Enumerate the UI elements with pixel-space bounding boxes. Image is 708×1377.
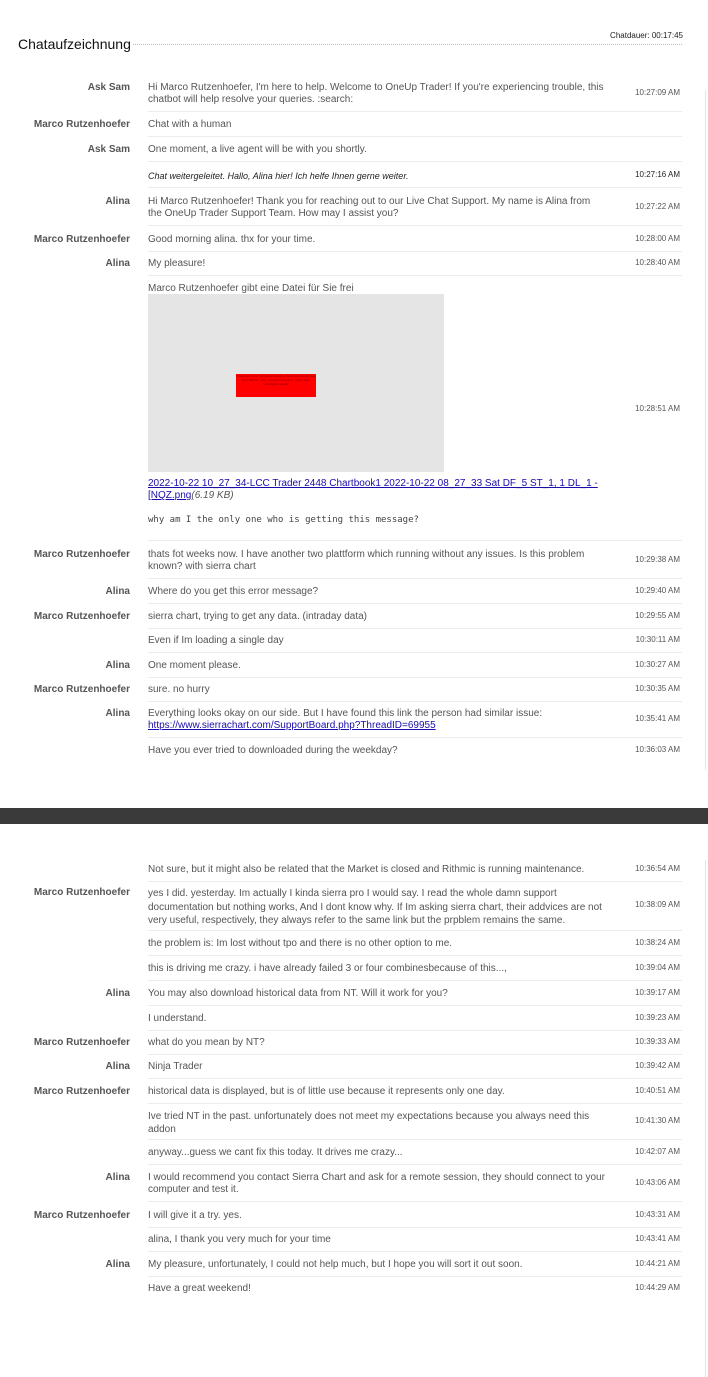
message-text: Where do you get this error message? xyxy=(148,586,319,597)
row-separator xyxy=(148,187,682,188)
title-dotted-rule xyxy=(133,44,682,45)
sender-name: Alina xyxy=(105,988,130,999)
file-caption: why am I the only one who is getting this message? xyxy=(148,515,419,525)
sender-name: Alina xyxy=(105,1172,130,1183)
row-separator xyxy=(148,1251,682,1252)
page-title: Chataufzeichnung xyxy=(18,36,131,52)
message-time: 10:27:09 AM xyxy=(635,88,680,97)
row-separator xyxy=(148,1276,682,1277)
row-separator xyxy=(148,955,682,956)
message-time: 10:30:27 AM xyxy=(635,660,680,669)
sender-name: Marco Rutzenhoefer xyxy=(33,1210,130,1221)
message-text xyxy=(148,708,606,732)
row-separator xyxy=(148,225,682,226)
row-separator xyxy=(148,980,682,981)
message-text: Ive tried NT in the past. unfortunately does not meet my expectations because you always need this addon xyxy=(148,1111,590,1135)
sender-name: Marco Rutzenhoefer xyxy=(33,119,130,130)
sender-name: Marco Rutzenhoefer xyxy=(33,234,130,245)
row-separator xyxy=(148,1164,682,1165)
message-time: 10:39:04 AM xyxy=(635,963,680,972)
file-size: (6.19 KB) xyxy=(191,490,234,501)
message-time: 10:29:38 AM xyxy=(635,555,680,564)
message-text: sure. no hurry xyxy=(148,684,210,695)
message-time: 10:36:54 AM xyxy=(635,864,680,873)
sender-name: Marco Rutzenhoefer xyxy=(33,611,130,622)
sender-name: Alina xyxy=(105,660,130,671)
file-share-text: Marco Rutzenhoefer gibt eine Datei für Sie frei xyxy=(148,283,354,294)
message-text: Even if Im loading a single day xyxy=(148,635,284,646)
message-time: 10:39:33 AM xyxy=(635,1037,680,1046)
message-time: 10:41:30 AM xyxy=(635,1116,680,1125)
shared-image-preview[interactable] xyxy=(148,294,444,472)
message-time: 10:43:06 AM xyxy=(635,1178,680,1187)
sender-name: Ask Sam xyxy=(87,144,130,155)
message-text: yes I did. yesterday. Im actually I kinda sierra pro I would say. I read the whole damn support documentation but nothing works, And I dont know why. If Im asking sierra chart, their addvices are not very useful, respectively, they always refer to the same link but the prpblem remains the same. xyxy=(148,888,602,926)
sender-name: Alina xyxy=(105,196,130,207)
row-separator xyxy=(148,1005,682,1006)
message-text: You may also download historical data from NT. Will it work for you? xyxy=(148,988,448,999)
row-separator xyxy=(148,251,682,252)
sender-name: Marco Rutzenhoefer xyxy=(33,549,130,560)
row-separator xyxy=(148,578,682,579)
message-time: 10:36:03 AM xyxy=(635,745,680,754)
message-text: anyway...guess we cant fix this today. It drives me crazy... xyxy=(148,1147,403,1158)
message-text: sierra chart, trying to get any data. (intraday data) xyxy=(148,611,367,622)
message-time: 10:39:17 AM xyxy=(635,988,680,997)
file-link-block xyxy=(148,478,606,502)
message-text: the problem is: Im lost without tpo and there is no other option to me. xyxy=(148,938,453,949)
message-time: 10:44:29 AM xyxy=(635,1283,680,1292)
page-edge-line xyxy=(705,860,706,1377)
message-text: alina, I thank you very much for your time xyxy=(148,1234,331,1245)
row-separator xyxy=(148,677,682,678)
message-text: I would recommend you contact Sierra Chart and ask for a remote session, they should connect to your computer and test it. xyxy=(148,1172,605,1195)
message-time: 10:42:07 AM xyxy=(635,1147,680,1156)
row-separator xyxy=(148,1103,682,1104)
sender-name: Marco Rutzenhoefer xyxy=(33,684,130,695)
message-text: Hi Marco Rutzenhoefer! Thank you for reaching out to our Live Chat Support. My name is Alina from the OneUp Trader Support Team. How may I assist you? xyxy=(148,196,591,219)
row-separator xyxy=(148,1201,682,1202)
chat-duration: Chatdauer: 00:17:45 xyxy=(610,31,683,40)
row-separator xyxy=(148,737,682,738)
message-time: 10:30:35 AM xyxy=(635,684,680,693)
row-separator xyxy=(148,1227,682,1228)
sender-name: Marco Rutzenhoefer xyxy=(33,1037,130,1048)
row-separator xyxy=(148,540,682,541)
message-text: thats fot weeks now. I have another two plattform which running without any issues. Is this problem known? with sierra chart xyxy=(148,549,585,572)
sender-name: Marco Rutzenhoefer xyxy=(33,1086,130,1097)
message-text: Chat weitergeleitet. Hallo, Alina hier! Ich helfe Ihnen gerne weiter. xyxy=(148,171,409,181)
message-text: Hi Marco Rutzenhoefer, I'm here to help. Welcome to OneUp Trader! If you're experiencing trouble, this chatbot will help resolve your queries. :search: xyxy=(148,82,604,105)
row-separator xyxy=(148,161,682,162)
message-text: One moment please. xyxy=(148,660,241,671)
sender-name: Ask Sam xyxy=(87,82,130,93)
message-text: Ninja Trader xyxy=(148,1061,203,1072)
message-time: 10:39:23 AM xyxy=(635,1013,680,1022)
row-separator xyxy=(148,275,682,276)
row-separator xyxy=(148,111,682,112)
sender-name: Marco Rutzenhoefer xyxy=(33,887,130,898)
message-text: Have a great weekend! xyxy=(148,1283,251,1294)
file-download-link[interactable]: 2022-10-22 10_27_34-LCC Trader 2448 Chartbook1 2022-10-22 08_27_33 Sat DF_5 ST_1, 1 DL_1 - [NQZ.png xyxy=(148,478,598,501)
transcript-page-2 xyxy=(0,824,708,1377)
message-text: I will give it a try. yes. xyxy=(148,1210,242,1221)
message-time: 10:28:40 AM xyxy=(635,258,680,267)
message-text: I understand. xyxy=(148,1013,207,1024)
support-board-link[interactable]: https://www.sierrachart.com/SupportBoard.php?ThreadID=69955 xyxy=(148,720,436,731)
row-separator xyxy=(148,1139,682,1140)
page-edge-line xyxy=(705,90,706,770)
message-time: 10:29:55 AM xyxy=(635,611,680,620)
message-time: 10:35:41 AM xyxy=(635,714,680,723)
message-time: 10:29:40 AM xyxy=(635,586,680,595)
sender-name: Alina xyxy=(105,1061,130,1072)
sender-name: Alina xyxy=(105,258,130,269)
page-break-bar xyxy=(0,808,708,824)
message-text: My pleasure, unfortunately, I could not help much, but I hope you will sort it out soon. xyxy=(148,1259,523,1270)
message-time: 10:27:22 AM xyxy=(635,202,680,211)
row-separator xyxy=(148,603,682,604)
message-time: 10:39:42 AM xyxy=(635,1061,680,1070)
row-separator xyxy=(148,652,682,653)
message-time: 10:27:16 AM xyxy=(635,170,680,179)
message-text: Chat with a human xyxy=(148,119,232,130)
message-time: 10:30:11 AM xyxy=(635,635,680,644)
message-time: 10:40:51 AM xyxy=(635,1086,680,1095)
message-time: 10:38:09 AM xyxy=(635,900,680,909)
message-time: 10:28:00 AM xyxy=(635,234,680,243)
message-time: 10:38:24 AM xyxy=(635,938,680,947)
message-text: historical data is displayed, but is of little use because it represents only one day. xyxy=(148,1086,505,1097)
message-time: 10:43:31 AM xyxy=(635,1210,680,1219)
message-text: Not sure, but it might also be related that the Market is closed and Rithmic is running maintenance. xyxy=(148,864,585,875)
row-separator xyxy=(148,930,682,931)
message-text: One moment, a live agent will be with you shortly. xyxy=(148,144,367,155)
message-text: what do you mean by NT? xyxy=(148,1037,265,1048)
message-text: Have you ever tried to downloaded during the weekday? xyxy=(148,745,398,756)
row-separator xyxy=(148,1030,682,1031)
message-body: Everything looks okay on our side. But I have found this link the person had similar issue: xyxy=(148,708,543,719)
message-text: this is driving me crazy. i have already failed 3 or four combinesbecause of this..., xyxy=(148,963,507,974)
row-separator xyxy=(148,1054,682,1055)
sender-name: Alina xyxy=(105,1259,130,1270)
message-time: 10:43:41 AM xyxy=(635,1234,680,1243)
message-time: 10:44:21 AM xyxy=(635,1259,680,1268)
message-text: My pleasure! xyxy=(148,258,206,269)
error-dialog-image: Download Error - Error downloading historical intraday data from Rithmic - NQ - exceeds data limit - Tight check subscription details xyxy=(236,374,316,397)
sender-name: Alina xyxy=(105,586,130,597)
file-share-time: 10:28:51 AM xyxy=(635,404,680,413)
row-separator xyxy=(148,136,682,137)
row-separator xyxy=(148,881,682,882)
row-separator xyxy=(148,701,682,702)
message-text: Good morning alina. thx for your time. xyxy=(148,234,316,245)
row-separator xyxy=(148,1078,682,1079)
row-separator xyxy=(148,628,682,629)
sender-name: Alina xyxy=(105,708,130,719)
